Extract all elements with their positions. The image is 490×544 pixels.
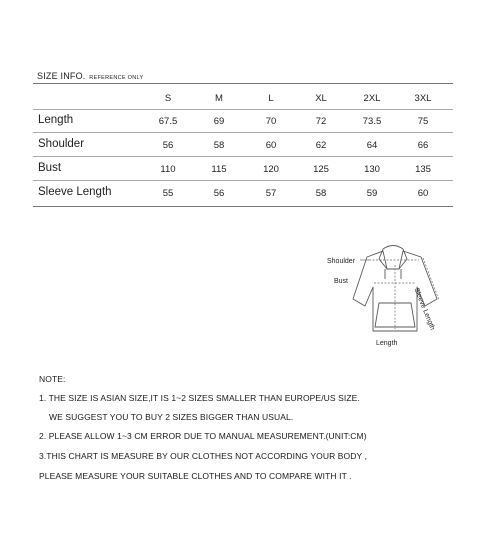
row-divider — [33, 156, 453, 157]
table-cell: 125 — [313, 164, 329, 175]
table-row-bust — [33, 159, 453, 179]
table-cell: 59 — [366, 188, 378, 199]
length-label: Length — [376, 340, 398, 347]
table-cell: 57 — [265, 188, 277, 199]
size-column-header: M — [215, 93, 223, 104]
table-cell: 115 — [211, 164, 227, 175]
table-cell: 58 — [315, 188, 327, 199]
table-cell: 62 — [315, 140, 327, 151]
note-line: WE SUGGEST YOU TO BUY 2 SIZES BIGGER THAN USUAL. — [49, 412, 294, 422]
size-info-title — [37, 71, 143, 81]
size-header-row — [33, 91, 453, 111]
table-cell: 75 — [417, 116, 429, 127]
table-cell: 64 — [366, 140, 378, 151]
table-row-shoulder — [33, 135, 453, 155]
size-column-header: 2XL — [363, 93, 381, 104]
table-cell: 110 — [160, 164, 176, 175]
row-label: Shoulder — [38, 138, 85, 150]
table-cell: 66 — [417, 140, 429, 151]
size-column-header: XL — [315, 93, 327, 104]
table-cell: 130 — [364, 164, 380, 175]
table-cell: 60 — [265, 140, 277, 151]
row-divider — [33, 180, 453, 181]
sleeve-length-label: Sleeve Length — [412, 287, 436, 332]
note-line: 1. THE SIZE IS ASIAN SIZE,IT IS 1~2 SIZES SMALLER THAN EUROPE/US SIZE. — [39, 393, 360, 403]
row-label: Sleeve Length — [38, 186, 112, 198]
table-cell: 60 — [417, 188, 429, 199]
note-line: 2. PLEASE ALLOW 1~3 CM ERROR DUE TO MANUAL MEASUREMENT.(UNIT:CM) — [39, 431, 367, 441]
table-cell: 56 — [213, 188, 225, 199]
table-bottom-rule — [33, 206, 453, 207]
row-label: Length — [38, 114, 74, 126]
size-column-header: 3XL — [414, 93, 432, 104]
table-row-length — [33, 111, 453, 131]
table-top-rule — [33, 83, 453, 84]
table-cell: 70 — [265, 116, 277, 127]
table-cell: 73.5 — [362, 116, 382, 127]
size-info-subtitle: REFERENCE ONLY — [89, 75, 144, 81]
row-label: Bust — [38, 162, 62, 174]
note-line: 3.THIS CHART IS MEASURE BY OUR CLOTHES NOT ACCORDING YOUR BODY , — [39, 451, 368, 461]
table-cell: 58 — [213, 140, 225, 151]
note-line: PLEASE MEASURE YOUR SUITABLE CLOTHES AND TO COMPARE WITH IT . — [39, 471, 352, 481]
notes-heading: NOTE: — [39, 374, 66, 384]
shoulder-label: Shoulder — [327, 258, 356, 265]
table-row-sleeve-length — [33, 183, 453, 203]
table-cell: 56 — [162, 140, 174, 151]
table-cell: 55 — [162, 188, 174, 199]
row-divider — [33, 132, 453, 133]
table-cell: 67.5 — [158, 116, 178, 127]
table-cell: 120 — [263, 164, 279, 175]
size-column-header: L — [268, 93, 274, 104]
size-column-header: S — [164, 93, 172, 104]
bust-label: Bust — [334, 278, 349, 285]
table-cell: 72 — [315, 116, 327, 127]
hoodie-measurement-diagram — [325, 243, 470, 353]
size-info-heading: SIZE INFO. — [37, 71, 86, 81]
table-cell: 69 — [213, 116, 225, 127]
table-cell: 135 — [415, 164, 431, 175]
